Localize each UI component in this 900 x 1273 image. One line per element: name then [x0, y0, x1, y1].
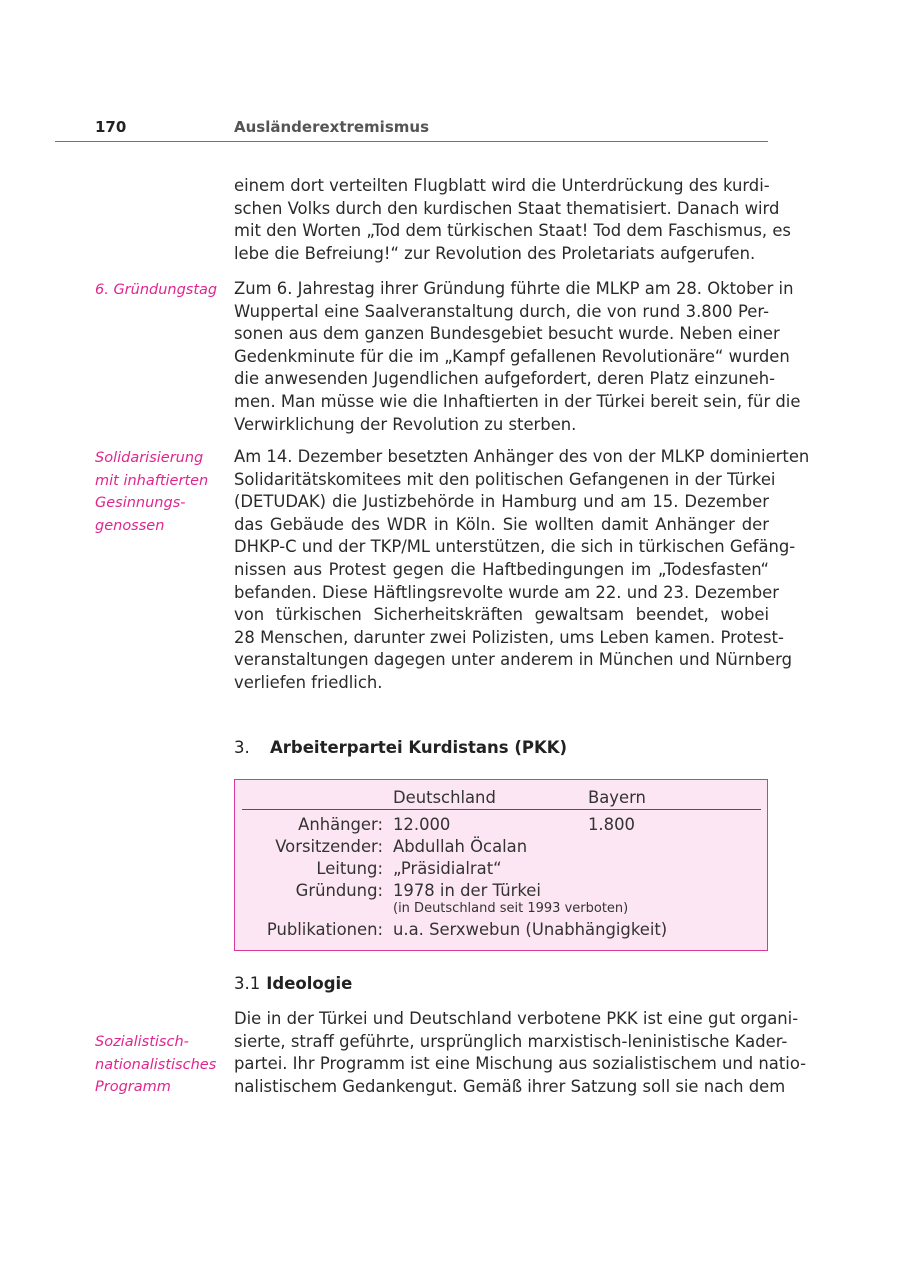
margin-note-line: mit inhaftierten — [95, 472, 209, 489]
text-line: partei. Ihr Programm ist eine Mischung aus sozialistischem und natio- — [234, 1054, 807, 1074]
margin-note-line: Solidarisierung — [95, 450, 204, 466]
text-line: sierte, straff geführte, ursprünglich marxistisch-leninistische Kader- — [234, 1031, 788, 1051]
column-header-deutschland: Deutschland — [393, 788, 496, 807]
margin-note-line: Programm — [95, 1079, 171, 1096]
text-line: 28 Menschen, darunter zwei Polizisten, ums Leben kamen. Protest- — [234, 627, 784, 647]
text-line: einem dort verteilten Flugblatt wird die Unterdrückung des kurdi- — [234, 176, 770, 195]
margin-note-line: Sozialistisch- — [95, 1034, 189, 1050]
text-line: das Gebäude des WDR in Köln. Sie wollten damit Anhänger der — [234, 514, 769, 534]
text-line: men. Man müsse wie die Inhaftierten in der Türkei bereit sein, für die — [234, 391, 801, 411]
text-line: die anwesenden Jugendlichen aufgefordert, deren Platz einzuneh- — [234, 369, 776, 389]
margin-note-gruendungstag — [95, 279, 225, 302]
section-number: 3. — [234, 738, 250, 757]
header-divider — [55, 141, 768, 142]
running-header-title: Ausländerextremismus — [234, 118, 429, 136]
margin-note-line: 6. Gründungstag — [95, 282, 218, 298]
text-line: DHKP-C und der TKP/ML unterstützen, die sich in türkischen Gefäng- — [234, 537, 796, 557]
margin-note-solidarisierung — [95, 447, 225, 537]
text-line: Zum 6. Jahrestag ihrer Gründung führte die MLKP am 28. Oktober in — [234, 279, 794, 298]
text-line: mit den Worten „Tod dem türkischen Staat! Tod dem Faschismus, es — [234, 221, 791, 241]
subsection-number: 3.1 — [234, 974, 261, 993]
paragraph-dezember — [234, 446, 810, 695]
info-value: „Präsidialrat“ — [393, 859, 502, 878]
text-line: nalistischem Gedankengut. Gemäß ihrer Satzung soll sie nach dem — [234, 1076, 786, 1096]
text-line: Wuppertal eine Saalveranstaltung durch, die von rund 3.800 Per- — [234, 301, 769, 321]
text-line: Solidaritätskomitees mit den politischen Gefangenen in der Türkei — [234, 469, 776, 489]
info-label: Gründung: — [295, 881, 383, 900]
text-line: verliefen friedlich. — [234, 672, 383, 692]
info-value: 1978 in der Türkei — [393, 881, 541, 900]
column-header-bayern: Bayern — [588, 788, 646, 807]
text-line: Am 14. Dezember besetzten Anhänger des von der MLKP dominierten — [234, 447, 810, 466]
paragraph-gruendungstag — [234, 278, 801, 436]
info-label: Vorsitzender: — [275, 837, 383, 856]
text-line: Die in der Türkei und Deutschland verbotene PKK ist eine gut organi- — [234, 1009, 799, 1028]
text-line: Verwirklichung der Revolution zu sterben. — [234, 414, 577, 434]
pkk-info-box — [234, 779, 768, 951]
text-line: Gedenkminute für die im „Kampf gefallenen Revolutionäre“ wurden — [234, 346, 790, 366]
margin-note-line: Gesinnungs- — [95, 495, 186, 512]
info-value: 12.000 — [393, 815, 451, 834]
info-value: u.a. Serxwebun (Unabhängigkeit) — [393, 920, 668, 939]
paragraph-ideologie — [234, 1008, 807, 1098]
margin-note-line: genossen — [95, 517, 165, 534]
info-note: (in Deutschland seit 1993 verboten) — [393, 901, 629, 916]
paragraph-flugblatt — [234, 175, 791, 265]
margin-note-programm — [95, 1031, 225, 1099]
text-line: von türkischen Sicherheitskräften gewaltsam beendet, wobei — [234, 605, 769, 625]
info-value: Abdullah Öcalan — [393, 837, 528, 856]
info-label: Anhänger: — [298, 815, 383, 834]
subsection-title: Ideologie — [266, 974, 353, 993]
text-line: befanden. Diese Häftlingsrevolte wurde am 22. und 23. Dezember — [234, 582, 779, 602]
table-header-rule — [242, 809, 761, 810]
section-title: Arbeiterpartei Kurdistans (PKK) — [270, 738, 568, 757]
text-line: nissen aus Protest gegen die Haftbedingungen im „Todesfasten“ — [234, 559, 769, 579]
margin-note-line: nationalistisches — [95, 1056, 217, 1073]
text-line: lebe die Befreiung!“ zur Revolution des Proletariats aufgerufen. — [234, 243, 756, 263]
text-line: (DETUDAK) die Justizbehörde in Hamburg und am 15. Dezember — [234, 492, 769, 512]
info-value-bayern: 1.800 — [588, 815, 635, 834]
info-label: Publikationen: — [266, 920, 383, 939]
page-number: 170 — [95, 118, 127, 136]
text-line: veranstaltungen dagegen unter anderem in München und Nürnberg — [234, 650, 793, 670]
subsection-heading — [234, 974, 352, 993]
text-line: sonen aus dem ganzen Bundesgebiet besucht wurde. Neben einer — [234, 324, 780, 344]
section-heading — [234, 738, 567, 757]
info-label: Leitung: — [316, 859, 383, 878]
text-line: schen Volks durch den kurdischen Staat thematisiert. Danach wird — [234, 198, 780, 218]
